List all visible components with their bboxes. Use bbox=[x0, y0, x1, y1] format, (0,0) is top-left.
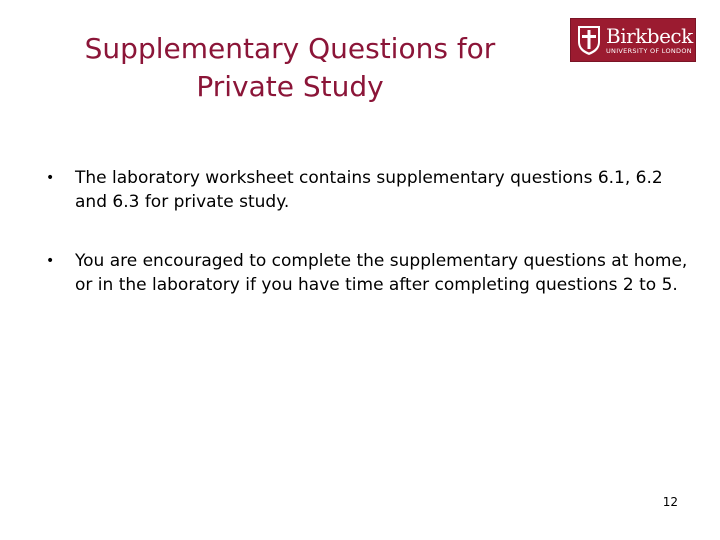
birkbeck-logo bbox=[570, 18, 696, 62]
page-number: 12 bbox=[662, 495, 678, 509]
crest-icon bbox=[576, 24, 602, 56]
bullet-text: The laboratory worksheet contains supplementary questions 6.1, 6.2 and 6.3 for private study. bbox=[75, 168, 663, 212]
bullet-dot: • bbox=[46, 170, 55, 186]
slide-title-line-1: Supplementary Questions for bbox=[84, 32, 496, 65]
bullet-item bbox=[46, 166, 696, 214]
logo-subtitle: UNIVERSITY OF LONDON bbox=[606, 46, 692, 55]
slide-title-line-2: Private Study bbox=[196, 70, 384, 103]
bullet-list bbox=[46, 166, 696, 332]
logo-name: Birkbeck bbox=[606, 23, 693, 48]
bullet-dot: • bbox=[46, 253, 55, 269]
bullet-item bbox=[46, 249, 696, 297]
bullet-text: You are encouraged to complete the supplementary questions at home, or in the laboratory if you have time after completing questions 2 to 5. bbox=[75, 251, 688, 295]
logo-wordmark bbox=[606, 25, 693, 56]
slide-title bbox=[40, 30, 540, 106]
